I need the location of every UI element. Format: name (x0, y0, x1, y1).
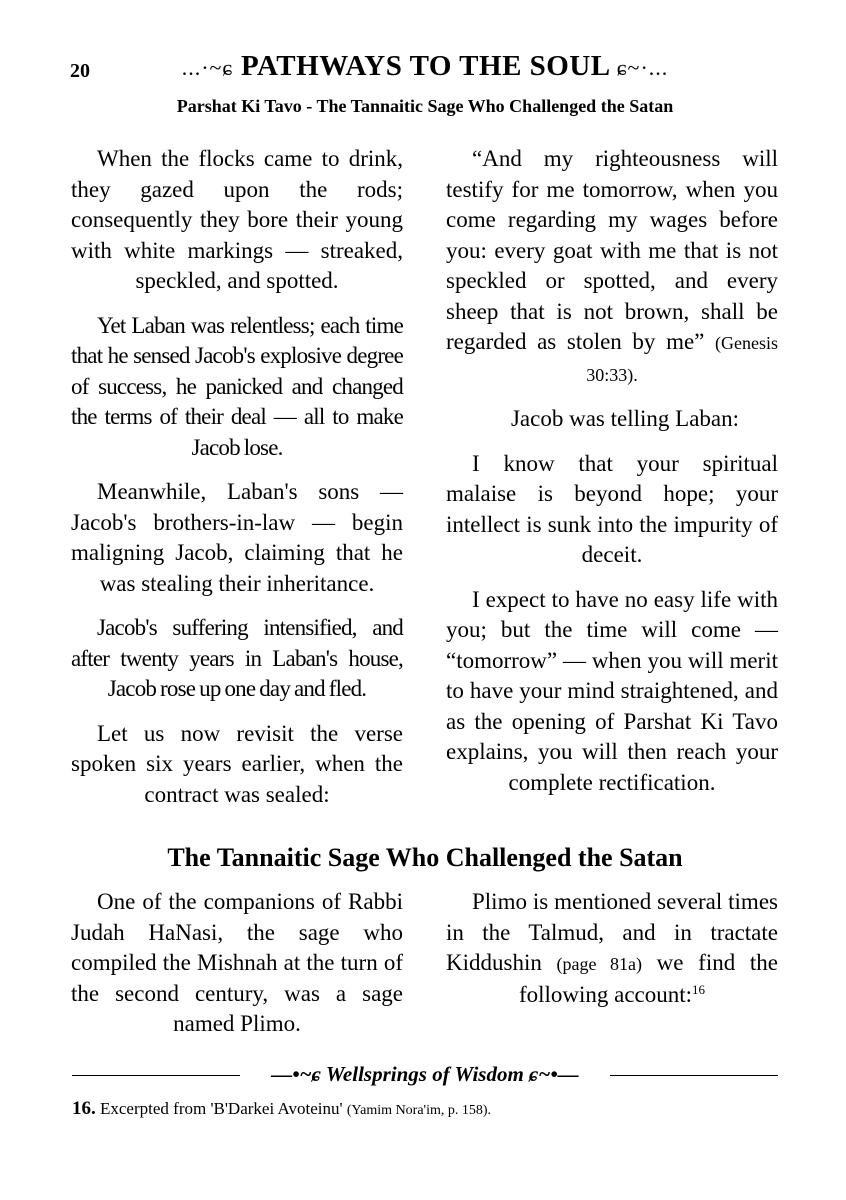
right-paragraph-2: Jacob was telling Laban: (510, 406, 739, 431)
left-paragraph-2 (71, 311, 403, 464)
left-paragraph-3: Meanwhile, Laban's sons — Jacob's brothers-in-law — begin maligning Jacob, claiming that he was stealing their inheritance. (71, 479, 403, 596)
right-column (446, 144, 778, 812)
banner-ornament-left-icon: —•~ɕ (271, 1062, 321, 1086)
right-quote-paragraph (446, 144, 778, 390)
page-number: 20 (70, 60, 90, 82)
right-paragraph-4: I expect to have no easy life with you; but the time will come — “tomorrow” — when you will merit to have your mind straightened, and as the opening of Parshat Ki Tavo explains, you will then reach your complete rectification. (446, 586, 778, 795)
left-paragraph-5: Let us now revisit the verse spoken six years earlier, when the contract was sealed: (71, 720, 403, 807)
section-heading: The Tannaitic Sage Who Challenged the Satan (167, 843, 683, 872)
section-right-paragraph (446, 887, 778, 1010)
right-paragraph-3: I know that your spiritual malaise is beyond hope; your intellect is sunk into the impurity of deceit. (446, 450, 778, 567)
footer-banner (240, 1062, 610, 1090)
left-paragraph-2-text: Yet Laban was relentless; each time that he sensed Jacob's explosive degree of success, he panicked and changed the terms of their deal — all to make Jacob lose. (71, 312, 403, 460)
left-column (71, 144, 403, 824)
banner-ornament-right-icon: ɕ~•— (529, 1062, 579, 1086)
section-left-paragraph: One of the companions of Rabbi Judah HaNasi, the sage who compiled the Mishnah at the turn of the second century, was a sage named Plimo. (71, 889, 403, 1036)
verse-quote: “And my righteousness will testify for me tomorrow, when you come regarding my wages before you: every goat with me that is not speckled or spotted, and every sheep that is not brown, shall be regarded as stolen by me” (446, 146, 778, 354)
section-left-column (71, 887, 403, 1054)
footnote-marker[interactable]: 16 (692, 981, 706, 997)
footnote-text: Excerpted from 'B'Darkei Avoteinu' (100, 1099, 343, 1118)
footnote-source: (Yamim Nora'im, p. 158). (346, 1103, 492, 1118)
footnote (72, 1098, 782, 1120)
talmud-reference: (page 81a) (556, 954, 642, 974)
chapter-subtitle: Parshat Ki Tavo - The Tannaitic Sage Who Challenged the Satan (176, 96, 674, 116)
section-right-column (446, 887, 778, 1024)
book-title: PATHWAYS TO THE SOUL (240, 50, 610, 82)
running-title (130, 50, 720, 83)
left-paragraph-1: When the flocks came to drink, they gazed upon the rods; consequently they bore their young with white markings — streaked, speckled, and spotted. (71, 146, 403, 293)
left-paragraph-4 (71, 613, 403, 705)
verse-reference: (Genesis 30:33). (586, 333, 778, 385)
section-right-text-end: we find the following account: (518, 950, 779, 1007)
footnote-number: 16. (72, 1098, 96, 1119)
ornament-right-icon: ɕ~·... (616, 55, 669, 80)
left-paragraph-4-text: Jacob's suffering intensified, and after twenty years in Laban's house, Jacob rose up one day and fled. (71, 615, 403, 701)
ornament-left-icon: ...·~ɕ (181, 55, 234, 80)
section-right-text-start: Plimo is mentioned several times in the Talmud, and in tractate Kiddushin (446, 889, 778, 975)
banner-text: Wellsprings of Wisdom (325, 1062, 524, 1086)
